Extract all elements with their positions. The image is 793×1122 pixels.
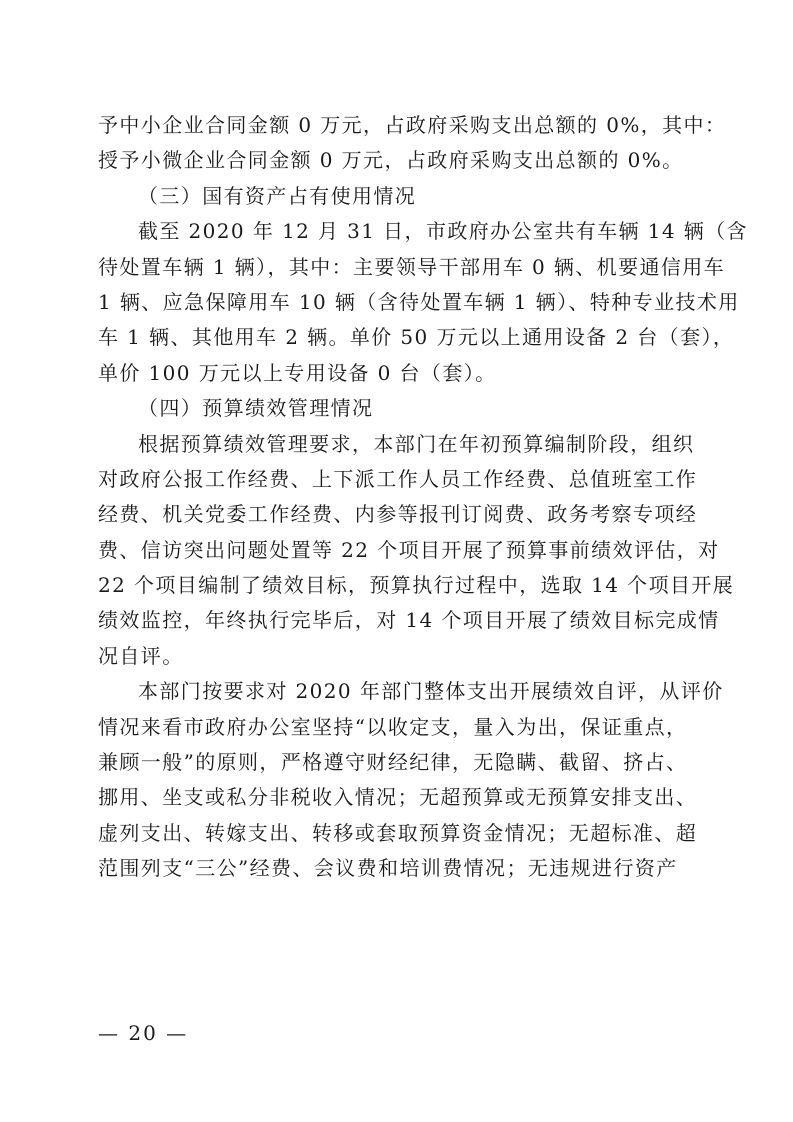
page-number: — 20 — [98,1021,189,1045]
text-line: 挪用、坐支或私分非税收入情况；无超预算或无预算安排支出、 [98,785,698,810]
text-line: 1 辆、应急保障用车 10 辆（含待处置车辆 1 辆）、特种专业技术用 [98,289,740,314]
text-line: 授予小微企业合同金额 0 万元，占政府采购支出总额的 0%。 [98,148,684,173]
text-line: 车 1 辆、其他用车 2 辆。单价 50 万元以上通用设备 2 台（套）， [98,325,735,350]
text-line: 虚列支出、转嫁支出、转移或套取预算资金情况；无超标准、超 [98,820,698,845]
text-line: 根据预算绩效管理要求，本部门在年初预算编制阶段，组织 [138,431,695,456]
text-line: 兼顾一般”的原则，严格遵守财经纪律，无隐瞒、截留、挤占、 [98,750,688,775]
document-body [98,108,748,887]
text-line: 费、信访突出问题处置等 22 个项目开展了预算事前绩效评估，对 [98,537,720,562]
text-line: 待处置车辆 1 辆），其中：主要领导干部用车 0 辆、机要通信用车 [98,254,726,279]
text-line: 况自评。 [98,643,184,668]
text-line: 22 个项目编制了绩效目标，预算执行过程中，选取 14 个项目开展 [98,573,735,598]
text-line: 经费、机关党委工作经费、内参等报刊订阅费、政务考察专项经 [98,502,698,527]
text-line: 绩效监控，年终执行完毕后，对 14 个项目开展了绩效目标完成情 [98,608,720,633]
text-line: 情况来看市政府办公室坚持“以收定支，量入为出，保证重点， [98,714,688,739]
text-line: 本部门按要求对 2020 年部门整体支出开展绩效自评，从评价 [138,679,724,704]
text-line: 单价 100 万元以上专用设备 0 台（套）。 [98,360,497,385]
text-line: 予中小企业合同金额 0 万元，占政府采购支出总额的 0%，其中： [98,113,727,137]
text-line: 截至 2020 年 12 月 31 日，市政府办公室共有车辆 14 辆（含 [138,219,748,244]
text-line: 范围列支“三公”经费、会议费和培训费情况；无违规进行资产 [98,856,678,881]
section-heading: （三）国有资产占有使用情况 [138,183,417,208]
section-heading: （四）预算绩效管理情况 [138,396,374,421]
text-line: 对政府公报工作经费、上下派工作人员工作经费、总值班室工作 [98,466,698,491]
